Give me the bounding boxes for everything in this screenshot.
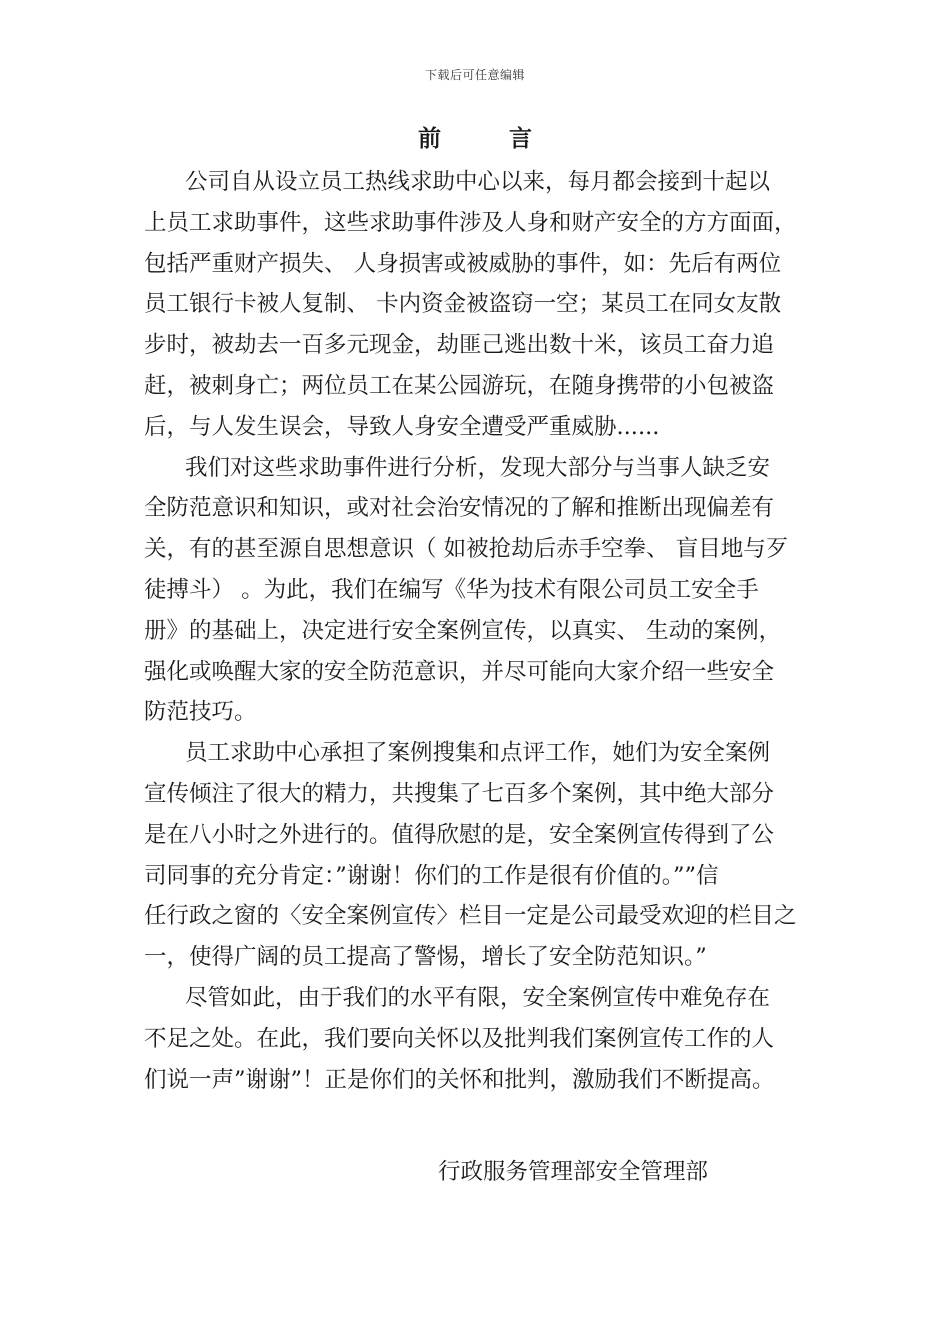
paragraph-line: 一，使得广阔的员工提高了警惕，增长了安全防范知识。” [144, 944, 707, 971]
paragraph-line: 全防范意识和知识，或对社会治安情况的了解和推断出现偏差有 [144, 495, 775, 522]
preface-body [144, 162, 808, 1100]
paragraph-line: 册》的基础上，决定进行安全案例宣传，以真实、 生动的案例， [144, 617, 782, 644]
paragraph-line: 上员工求助事件，这些求助事件涉及人身和财产安全的方方面面， [144, 209, 797, 236]
paragraph-line: 赶，被刺身亡；两位员工在某公园游玩，在随身携带的小包被盗 [144, 372, 775, 399]
paragraph-line: 后，与人发生误会，导致人身安全遭受严重威胁...... [144, 413, 660, 440]
paragraph-line: 公司自从设立员工热线求助中心以来，每月都会接到十起以 [185, 169, 771, 195]
page-title: 前 言 [417, 125, 562, 152]
paragraph-2 [144, 448, 808, 734]
paragraph-line: 步时，被劫去一百多元现金，劫匪己逃出数十米，该员工奋力追 [144, 332, 775, 359]
paragraph-line: 防范技巧。 [144, 699, 257, 726]
paragraph-line: 不足之处。在此，我们要向关怀以及批判我们案例宣传工作的人 [144, 1025, 775, 1052]
paragraph-line: 我们对这些求助事件进行分析，发现大部分与当事人缺乏安 [185, 454, 771, 481]
paragraph-line: 尽管如此，由于我们的水平有限，安全案例宣传中难免存在 [185, 984, 771, 1011]
paragraph-1 [144, 162, 808, 448]
paragraph-line: 宣传倾注了很大的精力，共搜集了七百多个案例，其中绝大部分 [144, 780, 775, 807]
paragraph-3 [144, 733, 808, 978]
paragraph-line: 徒搏斗） 。为此，我们在编写《华为技术有限公司员工安全手 [144, 576, 759, 603]
paragraph-line: 员工银行卡被人复制、 卡内资金被盗窃一空；某员工在同女友散 [144, 291, 782, 318]
paragraph-line: 们说一声”谢谢”！正是你们的关怀和批判，激励我们不断提高。 [144, 1066, 775, 1093]
paragraph-line: 任行政之窗的〈安全案例宣传〉栏目一定是公司最受欢迎的栏目之 [144, 903, 797, 930]
header-note: 下载后可任意编辑 [424, 68, 525, 82]
paragraph-line: 是在八小时之外进行的。值得欣慰的是，安全案例宣传得到了公 [144, 821, 775, 848]
signature: 行政服务管理部安全管理部 [438, 1159, 709, 1185]
paragraph-line: 员工求助中心承担了案例搜集和点评工作，她们为安全案例 [185, 740, 771, 767]
paragraph-line: 关，有的甚至源自思想意识（ 如被抢劫后赤手空拳、 盲目地与歹 [144, 536, 789, 563]
paragraph-line: 包括严重财产损失、 人身损害或被威胁的事件，如：先后有两位 [144, 250, 782, 277]
paragraph-4 [144, 978, 808, 1100]
paragraph-line: 司同事的充分肯定：”谢谢！你们的工作是很有价值的。””信 [144, 862, 719, 889]
paragraph-line: 强化或唤醒大家的安全防范意识，并尽可能向大家介绍一些安全 [144, 658, 775, 685]
